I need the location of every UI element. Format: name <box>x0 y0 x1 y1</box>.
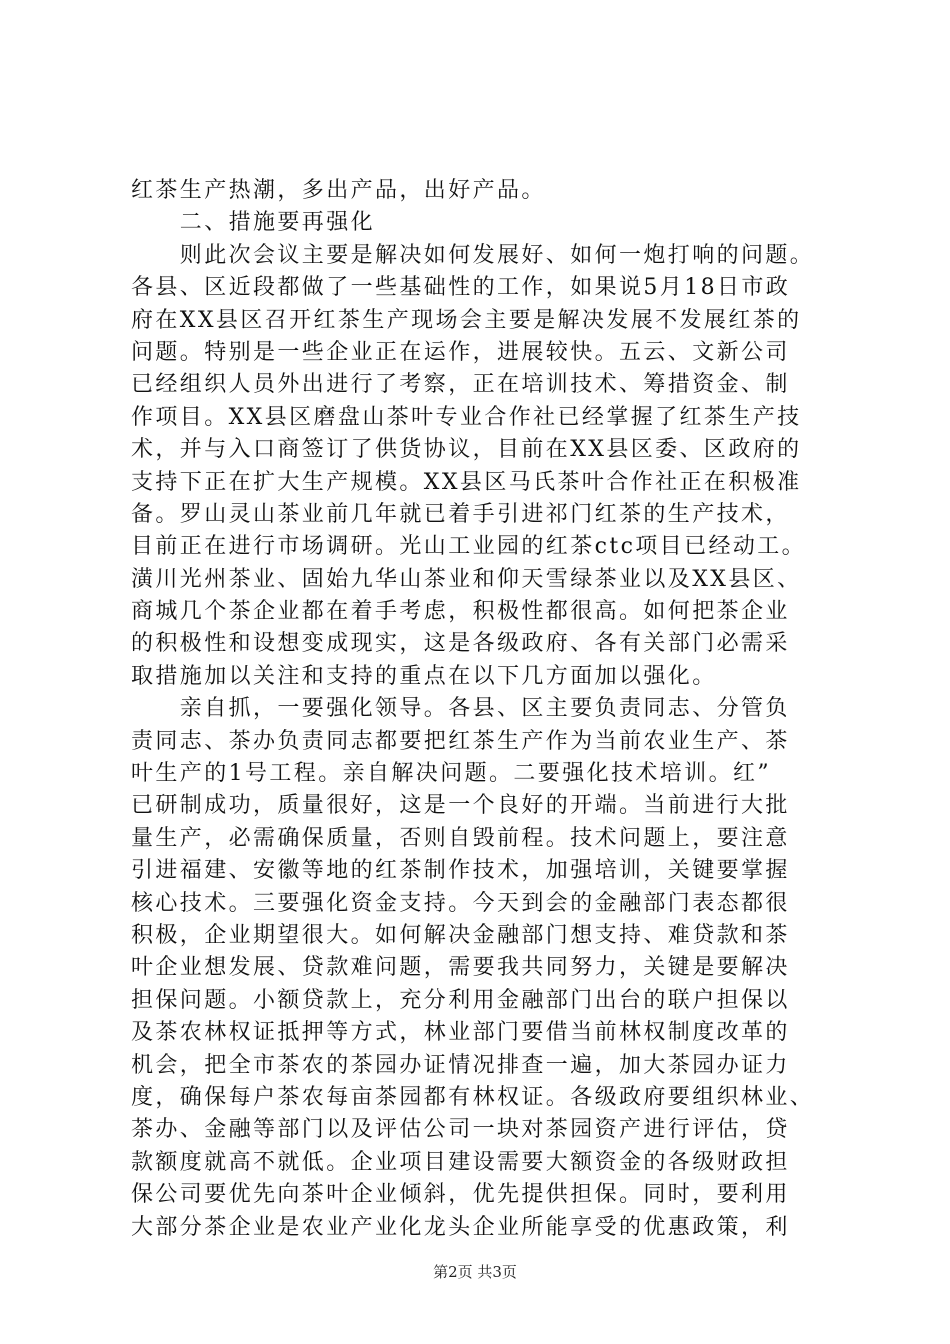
text-line: 目前正在进行市场调研。光山工业园的红茶ctc项目已经动工。 <box>131 534 807 560</box>
text-line: 叶企业想发展、贷款难问题，需要我共同努力，关键是要解决 <box>131 955 790 981</box>
section-heading: 二、措施要再强化 <box>131 210 376 236</box>
text-line: 支持下正在扩大生产规模。XX县区马氏茶叶合作社正在积极准 <box>131 469 802 495</box>
text-line: 商城几个茶企业都在着手考虑，积极性都很高。如何把茶企业 <box>131 599 790 625</box>
text-line: 款额度就高不就低。企业项目建设需要大额资金的各级财政担 <box>131 1149 790 1175</box>
text-line: 取措施加以关注和支持的重点在以下几方面加以强化。 <box>131 663 717 689</box>
text-line: 的积极性和设想变成现实，这是各级政府、各有关部门必需采 <box>131 631 790 657</box>
text-line: 府在XX县区召开红茶生产现场会主要是解决发展不发展红茶的 <box>131 307 802 333</box>
text-line: 红茶生产热潮，多出产品，出好产品。 <box>131 178 546 203</box>
text-line: 叶生产的1号工程。亲自解决问题。二要强化技术培训。红” <box>131 761 772 787</box>
text-line: 及茶农林权证抵押等方式，林业部门要借当前林权制度改革的 <box>131 1020 790 1046</box>
text-line: 备。罗山灵山茶业前几年就已着手引进祁门红茶的生产技术， <box>131 501 790 527</box>
text-line: 保公司要优先向茶叶企业倾斜，优先提供担保。同时，要利用 <box>131 1182 790 1208</box>
text-line: 机会，把全市茶农的茶园办证情况排查一遍，加大茶园办证力 <box>131 1052 790 1078</box>
text-line: 各县、区近段都做了一些基础性的工作，如果说5月18日市政 <box>131 275 791 301</box>
text-line: 已研制成功，质量很好，这是一个良好的开端。当前进行大批 <box>131 793 790 819</box>
text-line: 作项目。XX县区磨盘山茶叶专业合作社已经掌握了红茶生产技 <box>131 404 802 430</box>
text-line: 则此次会议主要是解决如何发展好、如何一炮打响的问题。 <box>131 242 815 268</box>
text-line: 积极，企业期望很大。如何解决金融部门想支持、难贷款和茶 <box>131 922 790 948</box>
document-body <box>131 175 831 1244</box>
text-line: 责同志、茶办负责同志都要把红茶生产作为当前农业生产、茶 <box>131 728 790 754</box>
text-line: 亲自抓，一要强化领导。各县、区主要负责同志、分管负 <box>131 696 790 722</box>
text-line: 大部分茶企业是农业产业化龙头企业所能享受的优惠政策，利 <box>131 1214 790 1240</box>
text-line: 问题。特别是一些企业正在运作，进展较快。五云、文新公司 <box>131 339 790 365</box>
text-line: 已经组织人员外出进行了考察，正在培训技术、筹措资金、制 <box>131 372 790 398</box>
text-line: 潢川光州茶业、固始九华山茶业和仰天雪绿茶业以及XX县区、 <box>131 566 802 592</box>
text-line: 度，确保每户茶农每亩茶园都有林权证。各级政府要组织林业、 <box>131 1084 815 1110</box>
text-line: 茶办、金融等部门以及评估公司一块对茶园资产进行评估，贷 <box>131 1117 790 1143</box>
page-number-footer: 第2页 共3页 <box>433 1263 517 1281</box>
text-line: 担保问题。小额贷款上，充分利用金融部门出台的联户担保以 <box>131 987 790 1013</box>
text-line: 术，并与入口商签订了供货协议，目前在XX县区委、区政府的 <box>131 437 802 463</box>
text-line: 引进福建、安徽等地的红茶制作技术，加强培训，关键要掌握 <box>131 858 790 884</box>
text-line: 核心技术。三要强化资金支持。今天到会的金融部门表态都很 <box>131 890 790 916</box>
text-line: 量生产，必需确保质量，否则自毁前程。技术问题上，要注意 <box>131 825 790 851</box>
